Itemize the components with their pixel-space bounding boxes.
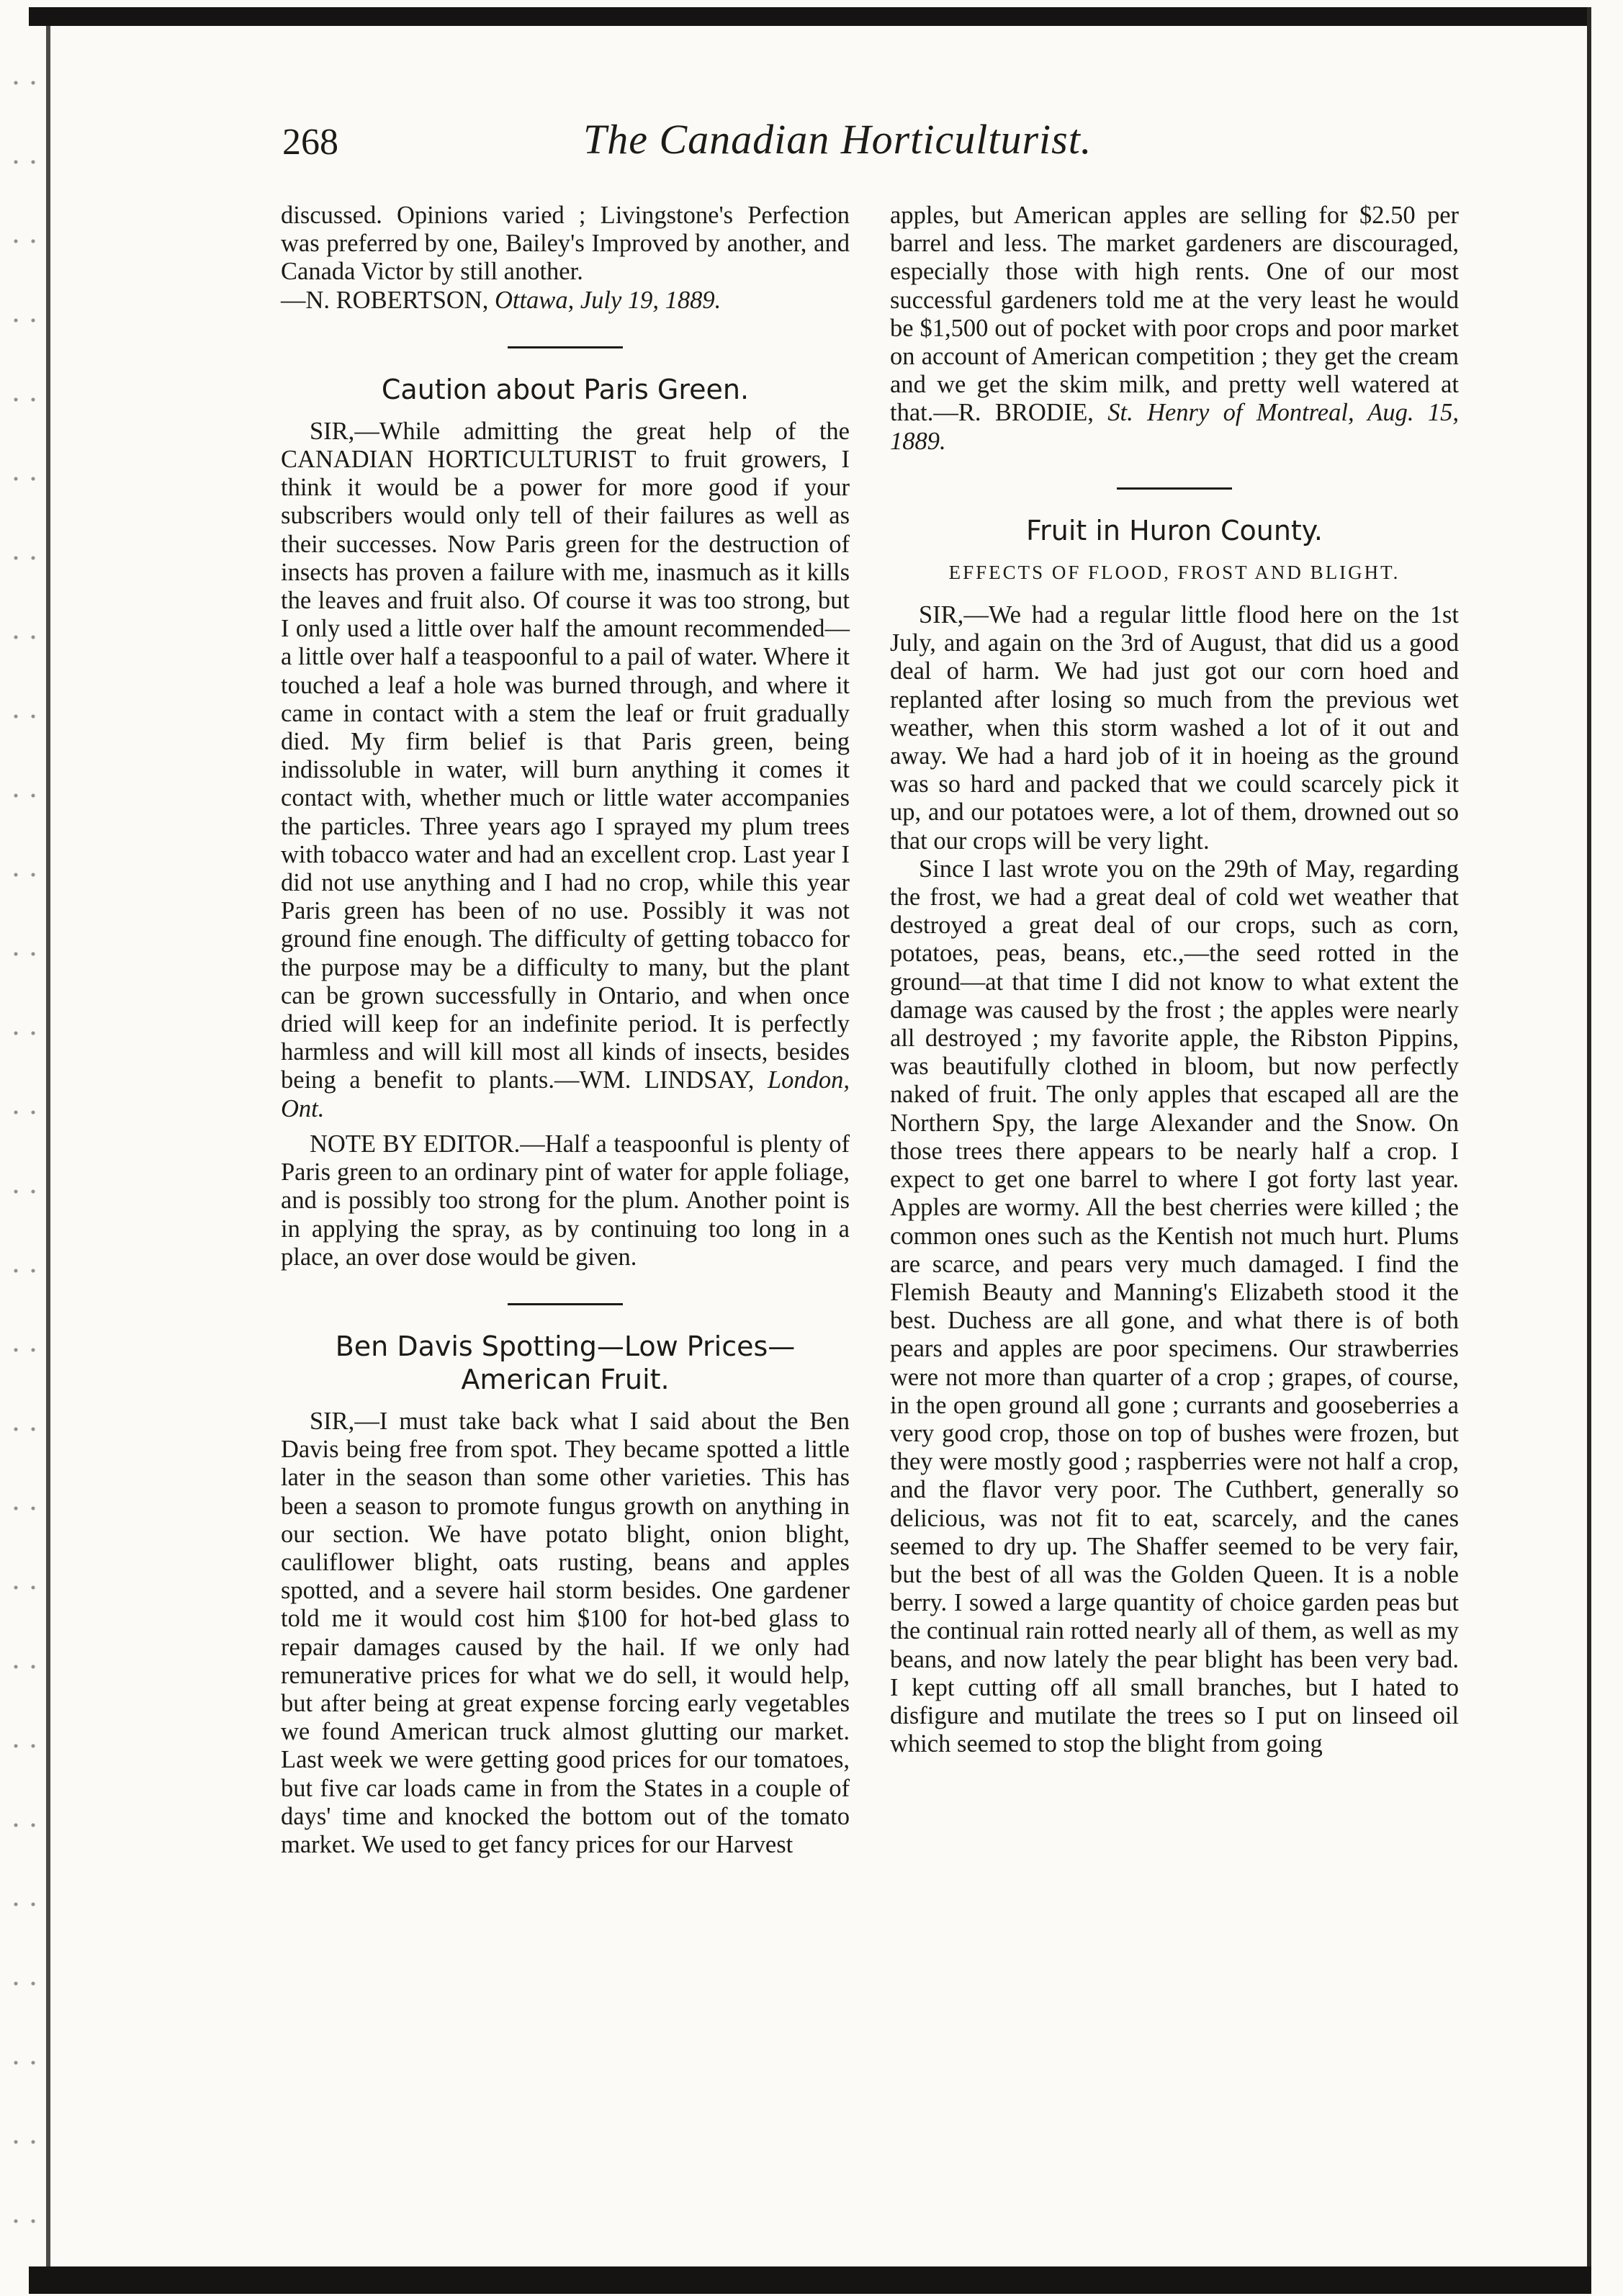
ben-davis-salutation: SIR, bbox=[310, 1407, 355, 1435]
editor-note-text: —Half a teaspoonful is plenty of Paris green to an ordinary pint of water for apple foliage, and is possibly too strong for the plum. Another point is in applying the spray, as by continuing too long in a place, an over dose would be given. bbox=[281, 1130, 850, 1271]
journal-name: CANADIAN HORTICULTURIST bbox=[281, 446, 637, 474]
brodie-place-date: St. Henry of Montreal, Aug. 15, 1889. bbox=[890, 399, 1459, 455]
section-divider bbox=[1117, 487, 1232, 490]
ben-davis-heading: Ben Davis Spotting—Low Prices—American Fruit. bbox=[335, 1330, 796, 1395]
ben-davis-letter bbox=[281, 1408, 850, 1859]
robertson-letter-ending bbox=[281, 202, 850, 315]
huron-paragraph-1 bbox=[890, 601, 1459, 855]
caution-body-1: —While admitting the great help of the bbox=[354, 417, 850, 445]
left-border-rule bbox=[46, 26, 50, 2266]
section-divider bbox=[508, 346, 623, 348]
section-divider bbox=[508, 1303, 623, 1305]
journal-title: The Canadian Horticulturist. bbox=[583, 116, 1092, 163]
caution-body-2: to fruit growers, I think it would be a power for more good if your subscribers would only tell of their failures as well as their successes. Now Paris green for the destruction of insects has proven a failure with me, inasmuch as it kills the leaves and fruit also. Of course it was too strong, but I only used a little over half the amount recommended—a little over half a teaspoonful to a pail of water. Where it touched a leaf a hole was burned through, and where it came in contact with a stem the leaf or fruit gradually died. My firm belief is that Paris green, being indissoluble in water, will burn anything it comes it contact with, whether much or little water accompanies the particles. Three years ago I sprayed my plum trees with tobacco water and had an excellent crop. Last year I did not use anything and I had no crop, while this year Paris green has been of no use. Possibly it was not ground fine enough. The difficulty of getting tobacco for the purpose may be a difficulty to many, but the plant can be grown successfully in Ontario, and when once dried will keep for an indefinite period. It is perfectly harmless and will kill most all kinds of insects, besides being a benefit to plants. bbox=[281, 446, 850, 1094]
huron-subheading: EFFECTS OF FLOOD, FROST AND BLIGHT. bbox=[948, 561, 1401, 583]
top-border-rule bbox=[29, 7, 1591, 26]
brodie-text: apples, but American apples are selling for $2.50 per barrel and less. The market gardeners are discouraged, especially those with high rents. One of our most successful gardeners told me at the very least he would be $1,500 out of pocket with poor crops and poor market on account of American competition ; they get the cream and we get the skim milk, and pretty well watered at that. bbox=[890, 202, 1459, 427]
robertson-signature: —N. ROBERTSON, bbox=[281, 286, 489, 314]
robertson-place-date: Ottawa, July 19, 1889. bbox=[494, 286, 721, 314]
right-border-rule bbox=[1587, 7, 1591, 2294]
ben-davis-body: —I must take back what I said about the Ben Davis being free from spot. They became spotted a little later in the season than some other varieties. This has been a season to promote fungus growth on anything in our section. We have potato blight, onion blight, cauliflower blight, oats rusting, beans and apples spotted, and a severe hail storm besides. One gardener told me it would cost him $100 for hot-bed glass to repair damages caused by the hail. If we only had remunerative prices for what we do sell, it would help, but after being at great expense forcing early vegetables we found American truck almost glutting our market. Last week we were getting good prices for our tomatoes, but five car loads came in from the States in a couple of days' time and knocked the bottom out of the tomato market. We used to get fancy prices for our Harvest bbox=[281, 1407, 850, 1858]
brodie-signature: —R. BRODIE, bbox=[933, 399, 1094, 427]
editor-note-label: NOTE BY EDITOR. bbox=[310, 1130, 521, 1158]
right-column bbox=[890, 202, 1459, 1758]
robertson-text: discussed. Opinions varied ; Livingstone's Perfection was preferred by one, Bailey's Improved by another, and Canada Victor by still another. bbox=[281, 202, 850, 286]
editor-note bbox=[281, 1130, 850, 1271]
left-column bbox=[281, 202, 850, 1859]
page-number: 268 bbox=[282, 122, 338, 163]
huron-paragraph-2: Since I last wrote you on the 29th of May, regarding the frost, we had a great deal of cold wet weather that destroyed a great deal of our crops, such as corn, potatoes, peas, beans, etc.,—the seed rotted in the ground—at that time I did not know to what extent the damage was caused by the frost ; the apples were nearly all destroyed ; my favorite apple, the Ribston Pippins, was beautifully clothed in bloom, but now perfectly naked of fruit. The only apples that escaped all are the Northern Spy, the large Alexander and the Snow. On those trees there appears to be nearly half a crop. I expect to get one barrel to where I got forty last year. Apples are wormy. All the best cherries were killed ; the common ones such as the Kentish not much hurt. Plums are scarce, and pears very much damaged. I find the Flemish Beauty and Manning's Elizabeth stood it the best. Duchess are all gone, and what there is of both pears and apples are poor specimens. Our strawberries were not more than quarter of a crop ; grapes, of course, in the open ground all gone ; currants and gooseberries a very good crop, those on top of bushes were frozen, but they were mostly good ; raspberries were not half a crop, and the flavor very poor. The Cuthbert, generally so delicious, was not fit to eat, scarcely, and the canes seemed to dry up. The Shaffer seemed to be very fair, but the best of all was the Golden Queen. It is a noble berry. I sowed a large quantity of choice garden peas but the continual rain rotted nearly all of them, as well as my beans, and now lately the pear blight has been very bad. I kept cutting off all small branches, but I hated to disfigure and mutilate the trees so I put on linseed oil which seemed to stop the blight from going bbox=[890, 855, 1459, 1758]
lindsay-place: London, Ont. bbox=[281, 1066, 850, 1122]
caution-letter bbox=[281, 418, 850, 1123]
brodie-letter-ending bbox=[890, 202, 1459, 456]
huron-text-1: —We had a regular little flood here on the 1st July, and again on the 3rd of August, that did us a good deal of harm. We had just got our corn hoed and replanted after losing so much from the previous wet weather, when this storm washed a lot of it out and away. We had a hard job of it in hoeing as the ground was so hard and packed that we could scarcely pick it up, and our potatoes were, a lot of them, drowned out so that our crops will be very light. bbox=[890, 601, 1459, 855]
scan-margin-specks bbox=[7, 43, 43, 2261]
lindsay-signature: —WM. LINDSAY, bbox=[554, 1066, 755, 1094]
caution-heading: Caution about Paris Green. bbox=[381, 373, 750, 405]
caution-salutation: SIR, bbox=[310, 417, 355, 445]
huron-heading: Fruit in Huron County. bbox=[1026, 514, 1323, 546]
huron-salutation: SIR, bbox=[919, 601, 964, 629]
bottom-border-rule bbox=[29, 2266, 1591, 2294]
